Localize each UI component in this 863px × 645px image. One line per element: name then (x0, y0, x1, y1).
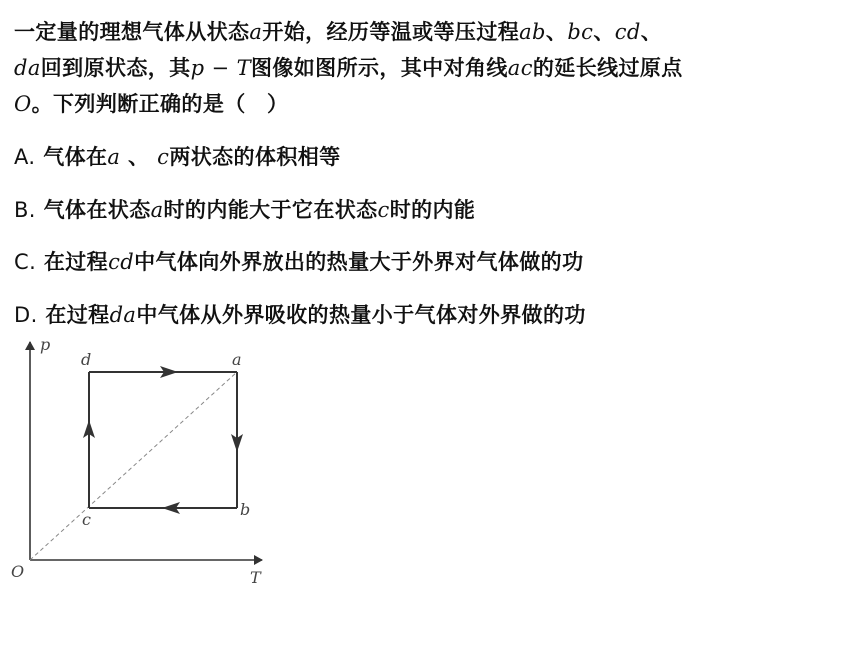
origin-label: O (11, 562, 25, 581)
var-O: O (14, 92, 32, 116)
var-c: c (157, 145, 170, 169)
point-label-d: d (81, 350, 92, 369)
axis-label-T: T (250, 568, 261, 587)
option-text: 中气体从外界吸收的热量小于气体对外界做的功 (136, 303, 586, 327)
option-text: 时的内能 (389, 198, 476, 222)
var-a: a (107, 145, 121, 169)
axis-label-p: p (40, 335, 51, 354)
var-da: da (109, 303, 137, 327)
point-label-b: b (240, 500, 251, 519)
var-cd: cd (108, 250, 135, 274)
var-a: a (150, 198, 164, 222)
var-bc: bc (567, 20, 594, 44)
var-c: c (377, 198, 390, 222)
option-text: 在过程 (45, 303, 110, 327)
var-ac: ac (507, 56, 533, 80)
stem-text: 。下列判断正确的是（ ） (31, 92, 289, 116)
option-text: 中气体向外界放出的热量大于外界对气体做的功 (134, 250, 584, 274)
var-da: da (14, 56, 41, 80)
var-p-minus-T: p − T (190, 56, 251, 80)
var-a: a (249, 20, 263, 44)
option-text: 时的内能大于它在状态 (163, 198, 378, 222)
option-letter: D. (14, 303, 38, 327)
option-a[interactable] (14, 142, 341, 172)
stem-text: 一定量的理想气体从状态 (14, 20, 250, 44)
separator: 、 (545, 20, 568, 44)
separator: 、 (640, 20, 663, 44)
stem-text: 回到原状态，其 (40, 56, 191, 80)
option-letter: A. (14, 145, 36, 169)
option-d[interactable] (14, 300, 586, 330)
stem-text: 开始，经历等温或等压过程 (262, 20, 520, 44)
separator: 、 (593, 20, 615, 44)
option-text: 在过程 (43, 250, 109, 274)
stem-text: 的延长线过原点 (532, 56, 683, 80)
option-text: 气体在 (43, 145, 108, 169)
p-T-diagram (0, 334, 280, 594)
point-label-c: c (82, 510, 91, 529)
separator: 、 (128, 145, 150, 169)
option-text: 两状态的体积相等 (169, 145, 341, 169)
option-letter: B. (14, 198, 36, 222)
stem-text: 图像如图所示，其中对角线 (250, 56, 508, 80)
question-stem (14, 14, 854, 122)
var-cd: cd (614, 20, 641, 44)
option-b[interactable] (14, 195, 475, 225)
diagonal-dashed-line (30, 372, 237, 560)
option-text: 气体在状态 (43, 198, 151, 222)
point-label-a: a (232, 350, 242, 369)
option-c[interactable] (14, 247, 583, 277)
option-letter: C. (14, 250, 37, 274)
var-ab: ab (519, 20, 546, 44)
